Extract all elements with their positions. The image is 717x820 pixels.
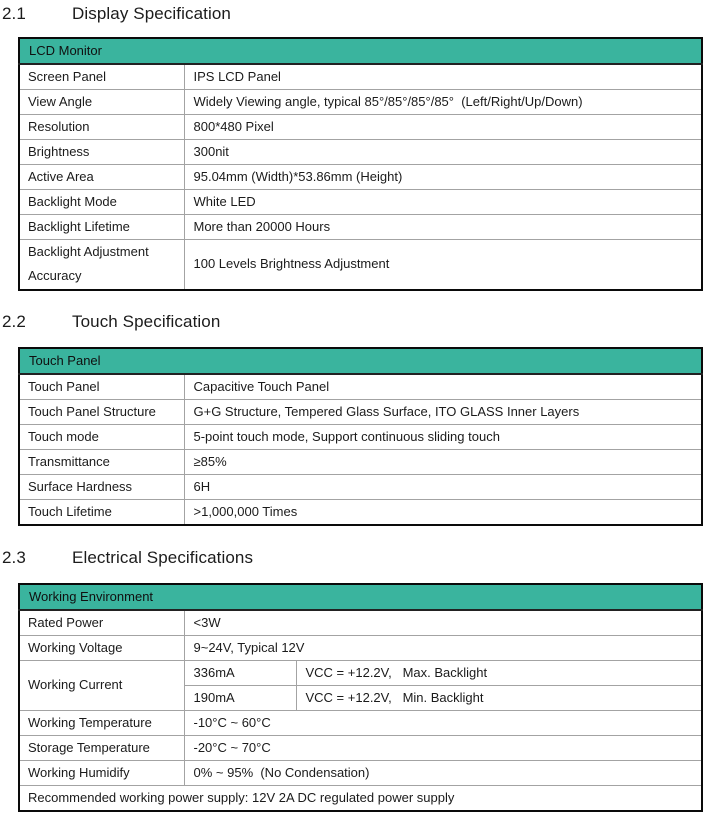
- spec-value-cell: Widely Viewing angle, typical 85°/85°/85°/85° (Left/Right/Up/Down): [184, 90, 702, 115]
- spec-value-cell: 5-point touch mode, Support continuous sliding touch: [184, 424, 702, 449]
- spec-label-cell: Storage Temperature: [19, 735, 184, 760]
- spec-value-cell: -10°C ~ 60°C: [184, 710, 702, 735]
- table-row: [19, 240, 702, 290]
- spec-value-cell: 300nit: [184, 140, 702, 165]
- current-condition-cell: VCC = +12.2V, Min. Backlight: [296, 685, 702, 710]
- table-row: [19, 64, 702, 90]
- table-row: [19, 424, 702, 449]
- spec-value-cell: 100 Levels Brightness Adjustment: [184, 240, 702, 290]
- spec-label-cell: Touch Lifetime: [19, 499, 184, 525]
- spec-label-cell: Backlight Adjustment Accuracy: [19, 240, 184, 290]
- current-value-cell: 336mA: [184, 660, 296, 685]
- table-footer-row: [19, 785, 702, 811]
- section-number: 2.3: [2, 547, 26, 567]
- spec-label-cell: Backlight Mode: [19, 190, 184, 215]
- table-row: [19, 90, 702, 115]
- table-header-cell: Touch Panel: [19, 348, 702, 374]
- table-row: [19, 735, 702, 760]
- section-number: 2.1: [2, 4, 26, 23]
- table-header-cell: LCD Monitor: [19, 38, 702, 64]
- electrical-spec-table: [18, 583, 703, 812]
- display-spec-table: [18, 37, 703, 291]
- spec-label-cell: View Angle: [19, 90, 184, 115]
- spec-value-cell: IPS LCD Panel: [184, 64, 702, 90]
- table-row: [19, 115, 702, 140]
- spec-label-cell: Screen Panel: [19, 64, 184, 90]
- section-heading-touch: [0, 312, 717, 332]
- spec-label-cell: Working Temperature: [19, 710, 184, 735]
- table-row: [19, 140, 702, 165]
- section-title: Electrical Specifications: [72, 547, 254, 567]
- table-row: [19, 165, 702, 190]
- table-header-cell: Working Environment: [19, 584, 702, 610]
- table-row: [19, 635, 702, 660]
- spec-label-cell: Surface Hardness: [19, 474, 184, 499]
- spec-value-cell: 0% ~ 95% (No Condensation): [184, 760, 702, 785]
- section-heading-display: [0, 4, 717, 24]
- table-row: [19, 399, 702, 424]
- spec-label-cell: Transmittance: [19, 449, 184, 474]
- spec-value-cell: >1,000,000 Times: [184, 499, 702, 525]
- table-row: [19, 499, 702, 525]
- spec-label-cell: Rated Power: [19, 610, 184, 636]
- spec-label-cell: Brightness: [19, 140, 184, 165]
- section-heading-electrical: [0, 548, 717, 568]
- table-row-working-current: [19, 660, 702, 685]
- spec-value-cell: 800*480 Pixel: [184, 115, 702, 140]
- spec-label-cell: Active Area: [19, 165, 184, 190]
- current-value-cell: 190mA: [184, 685, 296, 710]
- spec-label-cell: Working Current: [19, 660, 184, 710]
- spec-value-cell: White LED: [184, 190, 702, 215]
- spec-value-cell: <3W: [184, 610, 702, 636]
- spec-label-cell: Backlight Lifetime: [19, 215, 184, 240]
- spec-label-cell: Touch Panel: [19, 374, 184, 400]
- table-row: [19, 474, 702, 499]
- spec-value-cell: 95.04mm (Width)*53.86mm (Height): [184, 165, 702, 190]
- touch-spec-table: [18, 347, 703, 526]
- table-header-row: [19, 584, 702, 610]
- current-condition-cell: VCC = +12.2V, Max. Backlight: [296, 660, 702, 685]
- spec-value-cell: -20°C ~ 70°C: [184, 735, 702, 760]
- spec-label-cell: Touch Panel Structure: [19, 399, 184, 424]
- table-header-row: [19, 348, 702, 374]
- spec-label-cell: Touch mode: [19, 424, 184, 449]
- section-title: Display Specification: [72, 4, 231, 23]
- spec-value-cell: 6H: [184, 474, 702, 499]
- spec-label-cell: Resolution: [19, 115, 184, 140]
- spec-value-cell: More than 20000 Hours: [184, 215, 702, 240]
- spec-value-cell: ≥85%: [184, 449, 702, 474]
- table-row: [19, 190, 702, 215]
- table-row: [19, 610, 702, 636]
- table-header-row: [19, 38, 702, 64]
- spec-value-cell: G+G Structure, Tempered Glass Surface, ITO GLASS Inner Layers: [184, 399, 702, 424]
- recommendation-cell: Recommended working power supply: 12V 2A DC regulated power supply: [19, 785, 702, 811]
- table-row: [19, 760, 702, 785]
- table-row: [19, 449, 702, 474]
- table-row: [19, 710, 702, 735]
- spec-value-cell: 9~24V, Typical 12V: [184, 635, 702, 660]
- section-title: Touch Specification: [72, 311, 221, 331]
- spec-label-cell: Working Humidify: [19, 760, 184, 785]
- section-number: 2.2: [2, 311, 26, 331]
- table-row: [19, 374, 702, 400]
- spec-label-cell: Working Voltage: [19, 635, 184, 660]
- table-row: [19, 215, 702, 240]
- spec-value-cell: Capacitive Touch Panel: [184, 374, 702, 400]
